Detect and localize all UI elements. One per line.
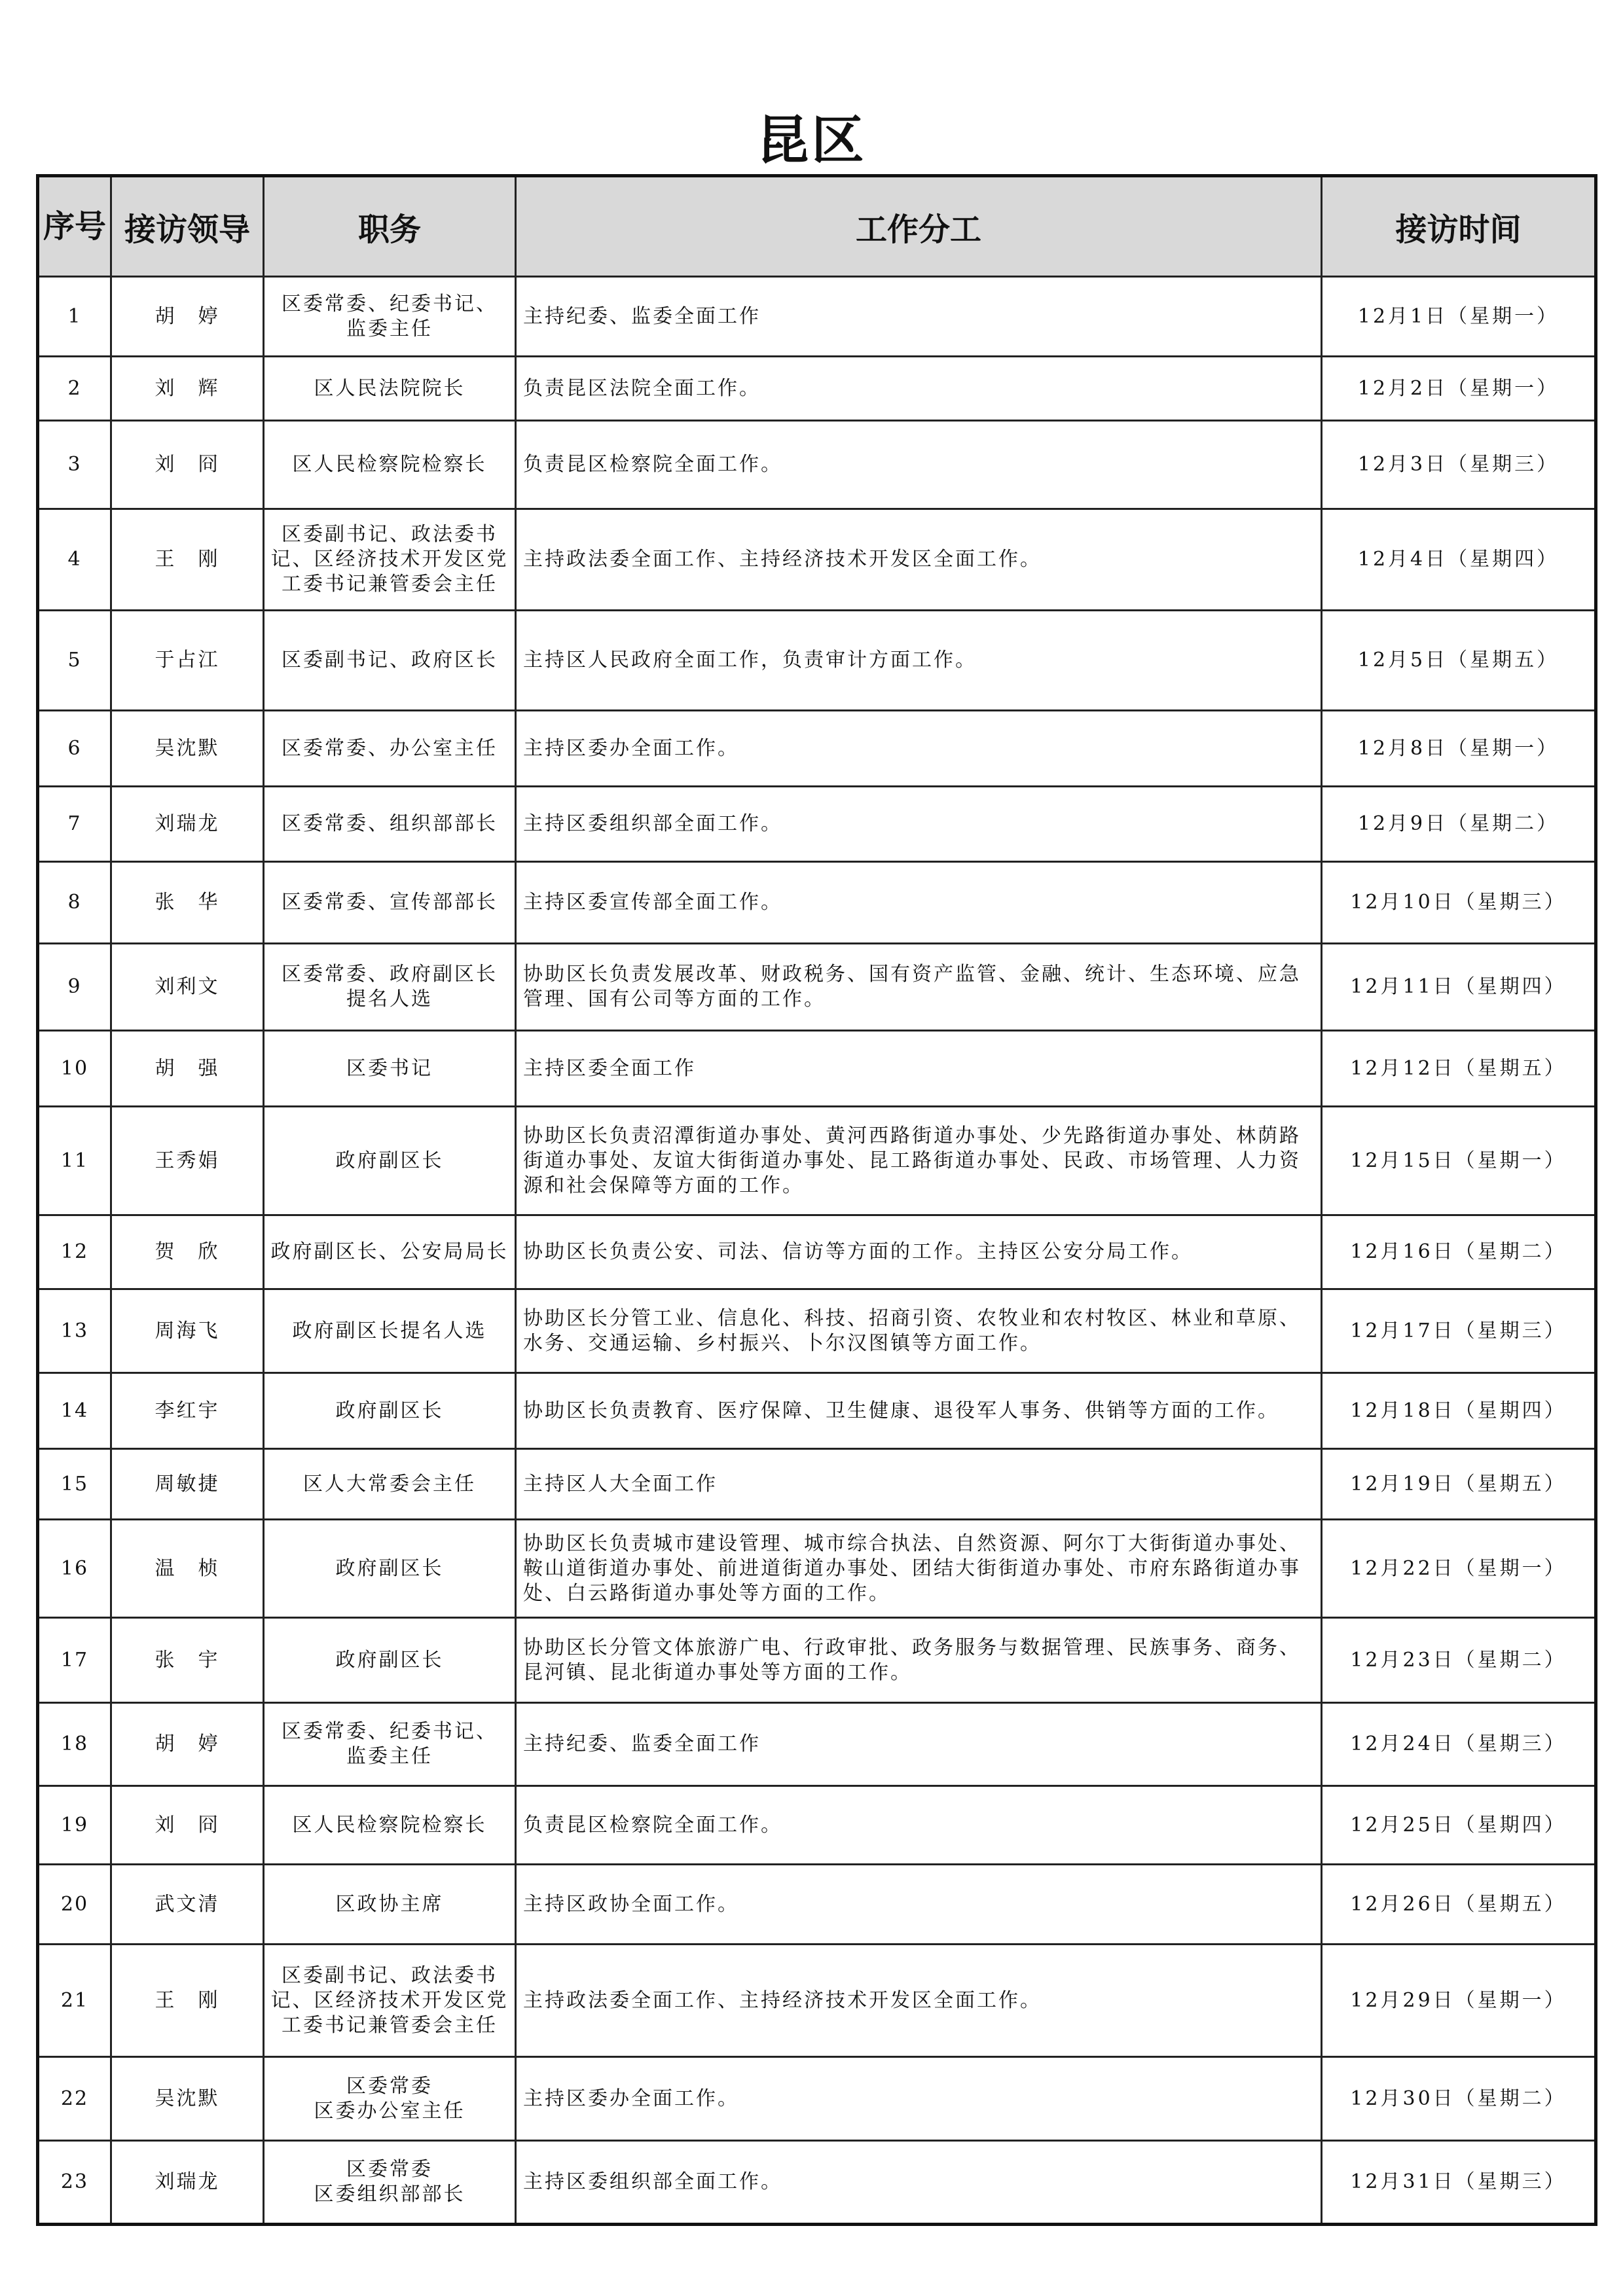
row-position-cell: 政府副区长 (264, 1618, 516, 1703)
table-row (38, 1703, 1596, 1786)
row-leader-cell: 周海飞 (111, 1289, 264, 1373)
row-position-cell: 区人民检察院检察长 (264, 421, 516, 509)
header-time: 接访时间 (1322, 176, 1596, 277)
row-index-cell: 22 (38, 2057, 111, 2141)
row-leader-cell: 王 刚 (111, 1945, 264, 2057)
row-index-cell: 10 (38, 1031, 111, 1107)
row-leader-cell: 吴沈默 (111, 711, 264, 787)
row-index-cell: 7 (38, 787, 111, 862)
row-duties-cell: 主持区委组织部全面工作。 (516, 2141, 1322, 2225)
row-position-cell: 区委常委 区委办公室主任 (264, 2057, 516, 2141)
header-leader: 接访领导 (111, 176, 264, 277)
row-leader-cell: 刘瑞龙 (111, 2141, 264, 2225)
row-duties-cell: 协助区长分管工业、信息化、科技、招商引资、农牧业和农村牧区、林业和草原、水务、交通运输、乡村振兴、卜尔汉图镇等方面工作。 (516, 1289, 1322, 1373)
row-time-cell: 12月24日（星期三） (1322, 1703, 1596, 1786)
row-duties-cell: 主持纪委、监委全面工作 (516, 277, 1322, 357)
table-row (38, 277, 1596, 357)
row-index-cell: 2 (38, 357, 111, 421)
row-time-cell: 12月17日（星期三） (1322, 1289, 1596, 1373)
row-duties-cell: 主持政法委全面工作、主持经济技术开发区全面工作。 (516, 509, 1322, 611)
row-position-cell: 区委书记 (264, 1031, 516, 1107)
row-time-cell: 12月16日（星期二） (1322, 1215, 1596, 1289)
row-leader-cell: 张 宇 (111, 1618, 264, 1703)
row-position-cell: 区政协主席 (264, 1865, 516, 1945)
row-position-cell: 区人民法院院长 (264, 357, 516, 421)
table-row (38, 1865, 1596, 1945)
header-position: 职务 (264, 176, 516, 277)
row-index-cell: 13 (38, 1289, 111, 1373)
row-duties-cell: 负责昆区检察院全面工作。 (516, 1786, 1322, 1865)
row-position-cell: 区委常委 区委组织部部长 (264, 2141, 516, 2225)
row-duties-cell: 协助区长负责沼潭街道办事处、黄河西路街道办事处、少先路街道办事处、林荫路街道办事处、友谊大街街道办事处、昆工路街道办事处、民政、市场管理、人力资源和社会保障等方面的工作。 (516, 1107, 1322, 1215)
row-time-cell: 12月11日（星期四） (1322, 944, 1596, 1031)
row-index-cell: 3 (38, 421, 111, 509)
row-leader-cell: 李红宇 (111, 1373, 264, 1449)
header-index: 序号 (38, 176, 111, 277)
row-index-cell: 19 (38, 1786, 111, 1865)
row-index-cell: 5 (38, 611, 111, 711)
row-leader-cell: 武文清 (111, 1865, 264, 1945)
row-leader-cell: 刘 冏 (111, 1786, 264, 1865)
row-leader-cell: 温 桢 (111, 1520, 264, 1618)
row-index-cell: 16 (38, 1520, 111, 1618)
table-row (38, 1520, 1596, 1618)
row-position-cell: 区委常委、政府副区长 提名人选 (264, 944, 516, 1031)
row-time-cell: 12月10日（星期三） (1322, 862, 1596, 944)
page-title: 昆区 (756, 110, 867, 171)
row-time-cell: 12月12日（星期五） (1322, 1031, 1596, 1107)
row-time-cell: 12月26日（星期五） (1322, 1865, 1596, 1945)
row-index-cell: 6 (38, 711, 111, 787)
table-row (38, 1449, 1596, 1520)
row-index-cell: 12 (38, 1215, 111, 1289)
row-position-cell: 区委常委、办公室主任 (264, 711, 516, 787)
table-row (38, 1373, 1596, 1449)
row-index-cell: 14 (38, 1373, 111, 1449)
row-index-cell: 9 (38, 944, 111, 1031)
row-index-cell: 4 (38, 509, 111, 611)
table-header-row (38, 176, 1596, 277)
row-time-cell: 12月8日（星期一） (1322, 711, 1596, 787)
row-time-cell: 12月31日（星期三） (1322, 2141, 1596, 2225)
row-leader-cell: 周敏捷 (111, 1449, 264, 1520)
row-leader-cell: 刘 辉 (111, 357, 264, 421)
row-time-cell: 12月3日（星期三） (1322, 421, 1596, 509)
table-row (38, 509, 1596, 611)
row-index-cell: 11 (38, 1107, 111, 1215)
row-leader-cell: 胡 婷 (111, 277, 264, 357)
row-time-cell: 12月18日（星期四） (1322, 1373, 1596, 1449)
row-time-cell: 12月30日（星期二） (1322, 2057, 1596, 2141)
row-time-cell: 12月29日（星期一） (1322, 1945, 1596, 2057)
table-row (38, 2057, 1596, 2141)
row-leader-cell: 贺 欣 (111, 1215, 264, 1289)
table-row (38, 1786, 1596, 1865)
row-position-cell: 政府副区长 (264, 1520, 516, 1618)
row-leader-cell: 王秀娟 (111, 1107, 264, 1215)
row-position-cell: 区委常委、纪委书记、 监委主任 (264, 277, 516, 357)
row-time-cell: 12月22日（星期一） (1322, 1520, 1596, 1618)
row-index-cell: 1 (38, 277, 111, 357)
row-index-cell: 21 (38, 1945, 111, 2057)
row-time-cell: 12月15日（星期一） (1322, 1107, 1596, 1215)
row-time-cell: 12月1日（星期一） (1322, 277, 1596, 357)
row-position-cell: 区委常委、组织部部长 (264, 787, 516, 862)
row-duties-cell: 主持纪委、监委全面工作 (516, 1703, 1322, 1786)
row-time-cell: 12月19日（星期五） (1322, 1449, 1596, 1520)
table-row (38, 611, 1596, 711)
row-position-cell: 区委副书记、政府区长 (264, 611, 516, 711)
row-leader-cell: 于占江 (111, 611, 264, 711)
row-time-cell: 12月4日（星期四） (1322, 509, 1596, 611)
row-duties-cell: 主持政法委全面工作、主持经济技术开发区全面工作。 (516, 1945, 1322, 2057)
row-leader-cell: 张 华 (111, 862, 264, 944)
row-duties-cell: 协助区长分管文体旅游广电、行政审批、政务服务与数据管理、民族事务、商务、昆河镇、昆北街道办事处等方面的工作。 (516, 1618, 1322, 1703)
table-row (38, 1031, 1596, 1107)
row-leader-cell: 吴沈默 (111, 2057, 264, 2141)
row-position-cell: 政府副区长、公安局局长 (264, 1215, 516, 1289)
row-duties-cell: 主持区委组织部全面工作。 (516, 787, 1322, 862)
row-duties-cell: 主持区人大全面工作 (516, 1449, 1322, 1520)
table-row (38, 862, 1596, 944)
table-row (38, 1215, 1596, 1289)
row-time-cell: 12月5日（星期五） (1322, 611, 1596, 711)
table-row (38, 357, 1596, 421)
row-leader-cell: 刘利文 (111, 944, 264, 1031)
row-leader-cell: 胡 婷 (111, 1703, 264, 1786)
row-index-cell: 23 (38, 2141, 111, 2225)
row-duties-cell: 主持区委办全面工作。 (516, 711, 1322, 787)
row-index-cell: 20 (38, 1865, 111, 1945)
row-time-cell: 12月25日（星期四） (1322, 1786, 1596, 1865)
row-position-cell: 区人民检察院检察长 (264, 1786, 516, 1865)
row-duties-cell: 负责昆区检察院全面工作。 (516, 421, 1322, 509)
row-index-cell: 18 (38, 1703, 111, 1786)
row-position-cell: 区委常委、纪委书记、 监委主任 (264, 1703, 516, 1786)
row-index-cell: 17 (38, 1618, 111, 1703)
row-duties-cell: 协助区长负责公安、司法、信访等方面的工作。主持区公安分局工作。 (516, 1215, 1322, 1289)
row-position-cell: 区委副书记、政法委书记、区经济技术开发区党工委书记兼管委会主任 (264, 509, 516, 611)
table-row (38, 2141, 1596, 2225)
table-row (38, 1618, 1596, 1703)
row-duties-cell: 主持区委全面工作 (516, 1031, 1322, 1107)
row-time-cell: 12月9日（星期二） (1322, 787, 1596, 862)
table-row (38, 1945, 1596, 2057)
table-row (38, 1107, 1596, 1215)
row-duties-cell: 负责昆区法院全面工作。 (516, 357, 1322, 421)
row-index-cell: 15 (38, 1449, 111, 1520)
row-position-cell: 区人大常委会主任 (264, 1449, 516, 1520)
row-index-cell: 8 (38, 862, 111, 944)
table-row (38, 1289, 1596, 1373)
row-duties-cell: 主持区政协全面工作。 (516, 1865, 1322, 1945)
row-duties-cell: 主持区委宣传部全面工作。 (516, 862, 1322, 944)
row-duties-cell: 主持区人民政府全面工作，负责审计方面工作。 (516, 611, 1322, 711)
row-time-cell: 12月23日（星期二） (1322, 1618, 1596, 1703)
row-position-cell: 区委副书记、政法委书记、区经济技术开发区党工委书记兼管委会主任 (264, 1945, 516, 2057)
row-leader-cell: 刘瑞龙 (111, 787, 264, 862)
row-position-cell: 政府副区长 (264, 1107, 516, 1215)
row-leader-cell: 胡 强 (111, 1031, 264, 1107)
row-leader-cell: 刘 冏 (111, 421, 264, 509)
table-row (38, 421, 1596, 509)
table-row (38, 787, 1596, 862)
reception-schedule-table (36, 174, 1597, 2226)
row-duties-cell: 协助区长负责教育、医疗保障、卫生健康、退役军人事务、供销等方面的工作。 (516, 1373, 1322, 1449)
row-duties-cell: 协助区长负责城市建设管理、城市综合执法、自然资源、阿尔丁大街街道办事处、鞍山道街道办事处、前进道街道办事处、团结大街街道办事处、市府东路街道办事处、白云路街道办事处等方面的工作。 (516, 1520, 1322, 1618)
row-position-cell: 区委常委、宣传部部长 (264, 862, 516, 944)
row-position-cell: 政府副区长提名人选 (264, 1289, 516, 1373)
row-duties-cell: 协助区长负责发展改革、财政税务、国有资产监管、金融、统计、生态环境、应急管理、国有公司等方面的工作。 (516, 944, 1322, 1031)
row-position-cell: 政府副区长 (264, 1373, 516, 1449)
row-time-cell: 12月2日（星期一） (1322, 357, 1596, 421)
header-duties: 工作分工 (516, 176, 1322, 277)
row-leader-cell: 王 刚 (111, 509, 264, 611)
row-duties-cell: 主持区委办全面工作。 (516, 2057, 1322, 2141)
table-row (38, 944, 1596, 1031)
table-row (38, 711, 1596, 787)
